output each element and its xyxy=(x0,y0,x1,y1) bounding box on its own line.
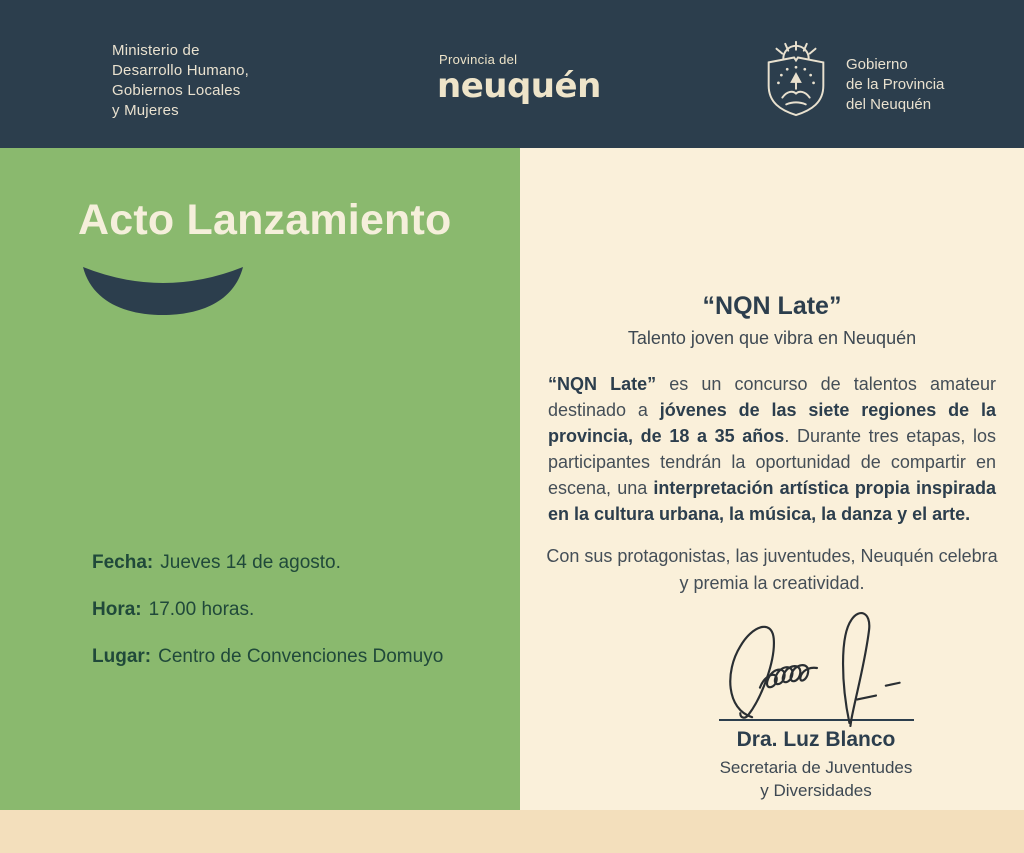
signatory-name: Dra. Luz Blanco xyxy=(736,728,896,751)
program-heading: “NQN Late” xyxy=(702,292,842,320)
date-value: Jueves 14 de agosto. xyxy=(160,552,341,573)
paragraph-segment: interpretación artística propia inspirada en la cultura urbana, la música, la danza y el arte. xyxy=(548,478,997,524)
header-bar xyxy=(0,0,1024,148)
signature-scribble xyxy=(701,609,931,727)
event-title: Acto Lanzamiento xyxy=(78,196,452,244)
provincial-coat-of-arms-icon xyxy=(755,38,837,123)
closing-statement xyxy=(520,543,1024,597)
government-line: del Neuquén xyxy=(846,96,932,113)
signatory-title-line: y Diversidades xyxy=(760,781,872,800)
neuquen-wordmark: neuquén xyxy=(437,66,601,106)
paragraph-segment: “NQN Late” xyxy=(548,374,657,394)
neuquen-logo-tagline: Provincia del xyxy=(439,52,518,67)
ministry-line: y Mujeres xyxy=(112,102,179,119)
event-details xyxy=(92,552,443,693)
place-label: Lugar: xyxy=(92,646,152,667)
government-line: Gobierno xyxy=(846,56,908,73)
paragraph-segment: . Durante tres etapas, los participantes tendrán la oportunidad de compartir en escena, una xyxy=(548,426,997,498)
ministry-line: Gobiernos Locales xyxy=(112,82,241,99)
closing-line: y premia la creatividad. xyxy=(679,573,865,593)
smile-shape-icon xyxy=(82,264,245,321)
paragraph-segment: es un concurso de talentos amateur destinado a xyxy=(548,374,996,420)
body-paragraph xyxy=(548,371,996,527)
government-name xyxy=(846,55,944,115)
government-line: de la Provincia xyxy=(846,76,945,93)
event-place-row xyxy=(92,646,443,668)
event-date-row xyxy=(92,552,443,574)
closing-line: Con sus protagonistas, las juventudes, Neuquén celebra xyxy=(546,546,998,566)
paragraph-segment: jóvenes de las siete regiones de la provincia, de 18 a 35 años xyxy=(548,400,997,446)
date-label: Fecha: xyxy=(92,552,154,573)
signatory-title-line: Secretaria de Juventudes xyxy=(719,758,913,777)
bottom-band xyxy=(0,810,1024,853)
neuquen-logo xyxy=(437,52,601,105)
place-value: Centro de Convenciones Domuyo xyxy=(158,646,444,667)
event-time-row xyxy=(92,599,443,621)
signatory-title xyxy=(696,756,936,802)
ministry-line: Desarrollo Humano, xyxy=(112,62,249,79)
program-subheading: Talento joven que vibra en Neuquén xyxy=(627,328,917,348)
description-panel xyxy=(520,148,1024,810)
signature-line xyxy=(719,719,914,721)
time-value: 17.00 horas. xyxy=(148,599,255,620)
time-label: Hora: xyxy=(92,599,142,620)
signature-block xyxy=(696,609,936,802)
ministry-line: Ministerio de xyxy=(112,42,200,59)
ministry-name xyxy=(112,41,249,121)
event-panel xyxy=(0,148,520,810)
